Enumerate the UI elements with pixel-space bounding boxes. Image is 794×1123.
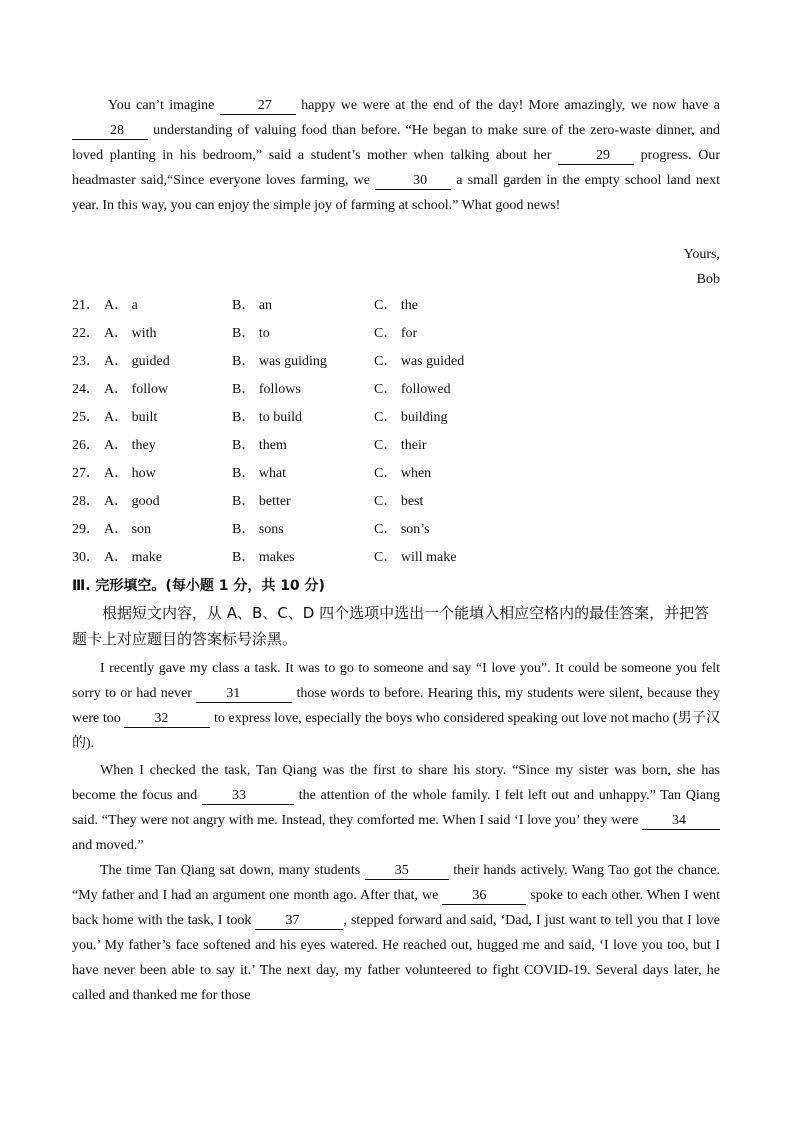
option-row: 22． A． with B． to C． for	[72, 320, 672, 348]
cloze-paragraph-2: When I checked the task, Tan Qiang was the first to share his story. “Since my sister was born, she has become the focus and 33 the attention of the whole family. I felt left out and unhappy.” Tan Qiang said. “They were not angry with me. Instead, they comforted me. When I said ‘I love you’ they were 34 and moved.”	[72, 763, 720, 853]
option-c: C． best	[374, 494, 424, 509]
option-b: B． to	[232, 326, 270, 341]
option-row: 27． A． how B． what C． when	[72, 460, 672, 488]
option-c: C． followed	[374, 382, 451, 397]
option-b: B． them	[232, 438, 287, 453]
option-row: 28． A． good B． better C． best	[72, 488, 672, 516]
blank-29: 29	[558, 148, 634, 165]
option-b: B． sons	[232, 522, 284, 537]
option-a: A． good	[104, 494, 160, 509]
blank-33: 33	[202, 788, 294, 805]
blank-30: 30	[375, 173, 451, 190]
option-a: A． follow	[104, 382, 169, 397]
option-a: A． make	[104, 550, 162, 565]
passage-paragraph-end: You can’t imagine 27 happy we were at the end of the day! More amazingly, we now have a 28 understanding of valuing food than before. “He began to make sure of the zero-waste dinner, and loved planting in his bedroom,” said a student’s mother when talking about her 29 progress. Our headmaster said,“Since everyone loves farming, we 30 a small garden in the empty school land next year. In this way, you can enjoy the simple joy of farming at school.” What good news!	[72, 98, 720, 213]
cloze-paragraph-1: I recently gave my class a task. It was to go to someone and say “I love you”. It could be someone you felt sorry to or had never 31 those words to before. Hearing this, my students were silent, because they were too 32 to express love, especially the boys who considered speaking out love not macho (男子汉的).	[72, 661, 720, 751]
option-b: B． an	[232, 298, 273, 313]
option-c: C． for	[374, 326, 418, 341]
letter-closing: Yours,	[683, 247, 720, 262]
options-list	[72, 292, 672, 572]
option-c: C． was guided	[374, 354, 465, 369]
blank-34: 34	[642, 813, 720, 830]
option-a: A． they	[104, 438, 156, 453]
option-row: 29． A． son B． sons C． son’s	[72, 516, 672, 544]
option-a: A． guided	[104, 354, 170, 369]
option-c: C． the	[374, 298, 418, 313]
option-a: A． how	[104, 466, 156, 481]
option-b: B． what	[232, 466, 287, 481]
blank-28: 28	[72, 123, 148, 140]
option-c: C． will make	[374, 550, 457, 565]
blank-35: 35	[365, 863, 449, 880]
cloze-paragraph-3: The time Tan Qiang sat down, many students 35 their hands actively. Wang Tao got the chance. “My father and I had an argument one month ago. After that, we 36 spoke to each other. When I went back home with the task, I took 37 , stepped forward and said, ‘Dad, I just want to tell you that I love you.’ My father’s face softened and his eyes watered. He reached out, hugged me and said, ‘I love you too, but I have never been able to say it.’ The next day, my father volunteered to fight COVID-19. Several days later, he called and thanked me for those	[72, 863, 720, 1003]
option-b: B． makes	[232, 550, 295, 565]
option-c: C． son’s	[374, 522, 430, 537]
blank-32: 32	[124, 711, 210, 728]
option-a: A． built	[104, 410, 158, 425]
option-a: A． son	[104, 522, 152, 537]
letter-signature: Bob	[696, 272, 720, 287]
section-instruction: 根据短文内容，从 A、B、C、D 四个选项中选出一个能填入相应空格内的最佳答案，并把答题卡上对应题目的答案标号涂黑。	[72, 604, 710, 648]
option-c: C． when	[374, 466, 432, 481]
blank-31: 31	[196, 686, 292, 703]
option-b: B． follows	[232, 382, 301, 397]
option-row: 30． A． make B． makes C． will make	[72, 544, 672, 572]
option-b: B． better	[232, 494, 291, 509]
option-a: A． a	[104, 298, 138, 313]
option-row: 23． A． guided B． was guiding C． was guided	[72, 348, 672, 376]
blank-27: 27	[220, 98, 296, 115]
option-b: B． to build	[232, 410, 303, 425]
option-c: C． building	[374, 410, 448, 425]
section-heading: Ⅲ. 完形填空。(每小题 1 分，共 10 分)	[72, 578, 325, 594]
option-b: B． was guiding	[232, 354, 327, 369]
option-row: 21． A． a B． an C． the	[72, 292, 672, 320]
blank-36: 36	[442, 888, 526, 905]
option-c: C． their	[374, 438, 427, 453]
option-a: A． with	[104, 326, 157, 341]
option-row: 25． A． built B． to build C． building	[72, 404, 672, 432]
option-row: 26． A． they B． them C． their	[72, 432, 672, 460]
option-row: 24． A． follow B． follows C． followed	[72, 376, 672, 404]
blank-37: 37	[255, 913, 343, 930]
